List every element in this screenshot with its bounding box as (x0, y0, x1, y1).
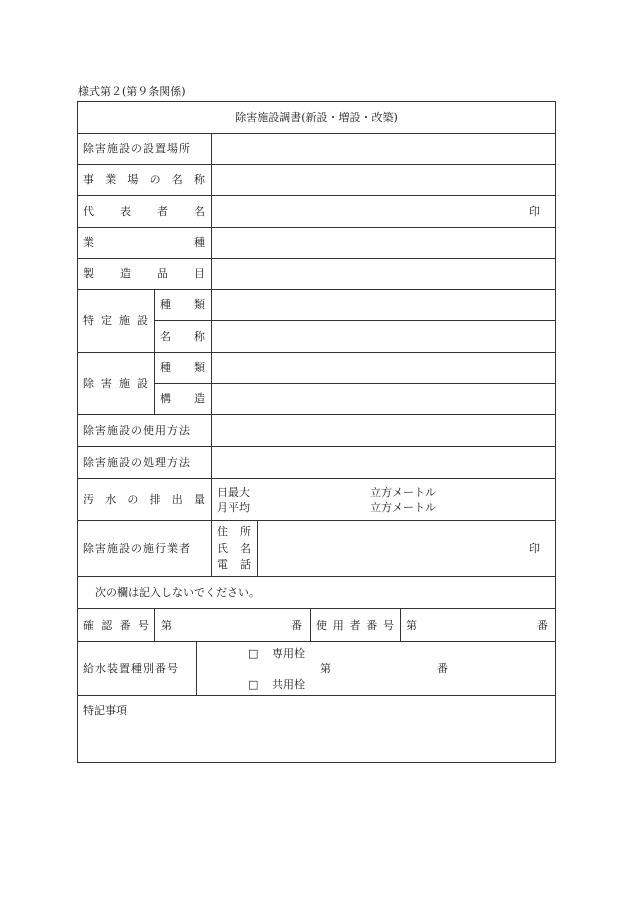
form-header-label: 様式第２(第９条関係) (78, 85, 186, 98)
row-line (77, 227, 556, 228)
user-no-prefix: 第 (406, 619, 417, 632)
label-column-divider (211, 133, 212, 576)
supply-no-prefix: 第 (320, 662, 331, 675)
row-line (77, 414, 556, 415)
row-line (77, 133, 556, 134)
confirm-no-prefix: 第 (161, 619, 172, 632)
contractor-label: 除害施設の施行業者 (83, 542, 191, 555)
user-no-suffix: 番 (537, 619, 548, 632)
row-line (77, 576, 556, 577)
contractor-person-label: 氏 名 (217, 542, 251, 555)
representative-label: 代 表 者 名 (83, 205, 205, 218)
business-name-label: 事 業 場 の 名 称 (83, 173, 205, 186)
wastewater-label: 汚 水 の 排 出 量 (83, 493, 205, 506)
daily-max-label: 日最大 (217, 486, 250, 499)
shared-label: 共用栓 (272, 678, 305, 691)
contractor-phone-label: 電 話 (217, 558, 251, 571)
products-label: 製 造 品 目 (83, 267, 205, 280)
form-title: 除害施設調書(新設・増設・改築) (235, 111, 398, 124)
office-use-note: 次の欄は記入しないでください。 (95, 586, 260, 599)
row-line (77, 289, 556, 290)
office-divider (154, 608, 155, 641)
row-line (77, 520, 556, 521)
monthly-avg-label: 月平均 (217, 501, 250, 514)
removal-facility-label: 除 害 施 設 (83, 377, 148, 390)
monthly-avg-unit: 立方メートル (370, 501, 436, 514)
contractor-address-label: 住 所 (217, 525, 251, 538)
shared-checkbox[interactable]: □ (248, 678, 259, 691)
treatment-method-label: 除害施設の処理方法 (83, 456, 191, 469)
specific-facility-label: 特 定 施 設 (83, 314, 148, 327)
sub-label-divider (154, 289, 155, 414)
confirm-no-suffix: 番 (291, 619, 302, 632)
row-line (77, 164, 556, 165)
row-line (154, 320, 556, 321)
row-line (77, 608, 556, 609)
removal-structure-label: 構 造 (160, 392, 205, 405)
confirm-no-label: 確 認 番 号 (83, 619, 149, 632)
dedicated-label: 専用栓 (272, 647, 305, 660)
row-line (77, 478, 556, 479)
supply-no-suffix: 番 (437, 662, 448, 675)
seal-mark: 印 (529, 205, 540, 218)
row-line (77, 195, 556, 196)
row-line (154, 383, 556, 384)
remarks-label: 特記事項 (83, 704, 127, 717)
row-line (77, 258, 556, 259)
dedicated-checkbox[interactable]: □ (248, 647, 259, 660)
office-divider (196, 641, 197, 695)
usage-method-label: 除害施設の使用方法 (83, 424, 191, 437)
office-divider (400, 608, 401, 641)
specific-kind-label: 種 類 (160, 298, 205, 311)
specific-name-label: 名 称 (160, 330, 205, 343)
daily-max-unit: 立方メートル (370, 486, 436, 499)
location-label: 除害施設の設置場所 (83, 142, 191, 155)
row-line (77, 695, 556, 696)
supply-type-label: 給水装置種別番号 (83, 662, 179, 675)
industry-label: 業 種 (83, 236, 205, 249)
row-line (77, 352, 556, 353)
removal-kind-label: 種 類 (160, 361, 205, 374)
row-line (77, 641, 556, 642)
user-no-label: 使 用 者 番 号 (316, 619, 394, 632)
contractor-divider (257, 520, 258, 576)
office-divider (310, 608, 311, 641)
row-line (77, 446, 556, 447)
contractor-seal-mark: 印 (529, 542, 540, 555)
